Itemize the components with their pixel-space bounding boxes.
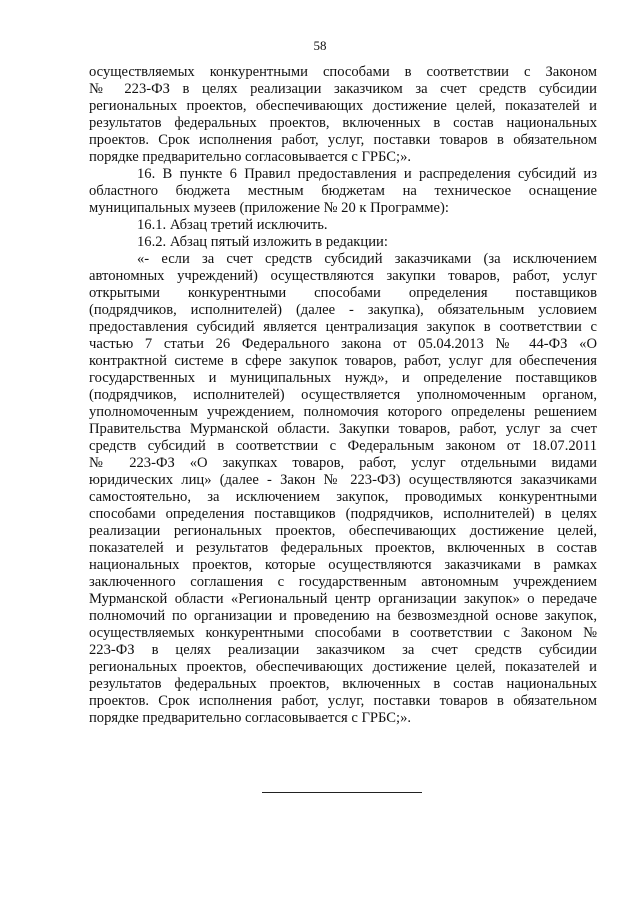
paragraph-1 (89, 64, 597, 166)
text-line: муниципальных музеев (приложение № 20 к Программе): (89, 200, 449, 216)
text-line: 16.2. Абзац пятый изложить в редакции: (137, 234, 388, 250)
text-line: (подрядчиков, исполнителей) (далее - закупка), обязательным условием (89, 302, 597, 318)
text-line: порядке предварительно согласовывается с ГРБС;». (89, 710, 412, 726)
text-line: проектов. Срок исполнения работ, услуг, поставки товаров в обязательном (89, 132, 597, 148)
item-16-2 (89, 234, 597, 251)
text-line: 223-ФЗ в целях реализации заказчиком за счет средств субсидии (89, 642, 597, 658)
text-line: реализации региональных проектов, обеспечивающих достижение целей, (89, 523, 597, 539)
paragraph-new-wording (89, 251, 597, 727)
text-line: показателей и результатов федеральных проектов, включенных в состав (89, 540, 597, 556)
text-line: открытыми конкурентными способами определения поставщиков (89, 285, 597, 301)
text-line: «- если за счет средств субсидий заказчиками (за исключением (137, 251, 597, 267)
text-line: автономных учреждений) осуществляются закупки товаров, работ, услуг (89, 268, 597, 284)
text-line: осуществляемых конкурентными способами в соответствии с Законом № (89, 625, 597, 641)
text-line: государственных и муниципальных нужд», и определение поставщиков (89, 370, 597, 386)
text-line: проектов. Срок исполнения работ, услуг, поставки товаров в обязательном (89, 693, 597, 709)
text-line: осуществляемых конкурентными способами в соответствии с Законом (89, 64, 597, 80)
text-line: Мурманской области «Региональный центр организации закупок» о передаче (89, 591, 597, 607)
text-line: № 223-ФЗ в целях реализации заказчиком за счет средств субсидии (89, 81, 597, 97)
text-line: региональных проектов, обеспечивающих достижение целей, показателей и (89, 98, 597, 114)
page-number: 58 (313, 38, 327, 53)
text-line: частью 7 статьи 26 Федерального закона от 05.04.2013 № 44-ФЗ «О (89, 336, 597, 352)
item-16-1 (89, 217, 597, 234)
footer-separator-line (262, 792, 422, 793)
text-line: заключенного соглашения с государственным автономным учреждением (89, 574, 597, 590)
text-line: (подрядчиков, исполнителей) осуществляется уполномоченным органом, (89, 387, 597, 403)
text-line: Правительства Мурманской области. Закупки товаров, работ, услуг за счет (89, 421, 597, 437)
text-line: порядке предварительно согласовывается с ГРБС;». (89, 149, 412, 165)
text-line: областного бюджета местным бюджетам на техническое оснащение (89, 183, 597, 199)
text-line: 16. В пункте 6 Правил предоставления и распределения субсидий из (137, 166, 597, 182)
text-line: № 223-ФЗ «О закупках товаров, работ, услуг отдельными видами (89, 455, 597, 471)
text-line: полномочий по организации и проведению на безвозмездной основе закупок, (89, 608, 597, 624)
text-line: предоставления субсидий является централизация закупок в соответствии с (89, 319, 597, 335)
text-line: юридических лиц» (далее - Закон № 223-ФЗ) осуществляются заказчиками (89, 472, 597, 488)
text-line: способами определения поставщиков (подрядчиков, исполнителей) в целях (89, 506, 597, 522)
text-line: результатов федеральных проектов, включенных в состав национальных (89, 115, 597, 131)
text-line: национальных проектов, которые осуществляются заказчиками в рамках (89, 557, 597, 573)
text-line: самостоятельно, за исключением закупок, проводимых конкурентными (89, 489, 597, 505)
text-line: 16.1. Абзац третий исключить. (137, 217, 328, 233)
text-line: средств субсидий в соответствии с Федеральным законом от 18.07.2011 (89, 438, 597, 454)
text-line: уполномоченным учреждением, полномочия которого определены решением (89, 404, 597, 420)
text-line: результатов федеральных проектов, включенных в состав национальных (89, 676, 597, 692)
paragraph-16 (89, 166, 597, 217)
text-line: региональных проектов, обеспечивающих достижение целей, показателей и (89, 659, 597, 675)
text-line: контрактной системе в сфере закупок товаров, работ, услуг для обеспечения (89, 353, 597, 369)
